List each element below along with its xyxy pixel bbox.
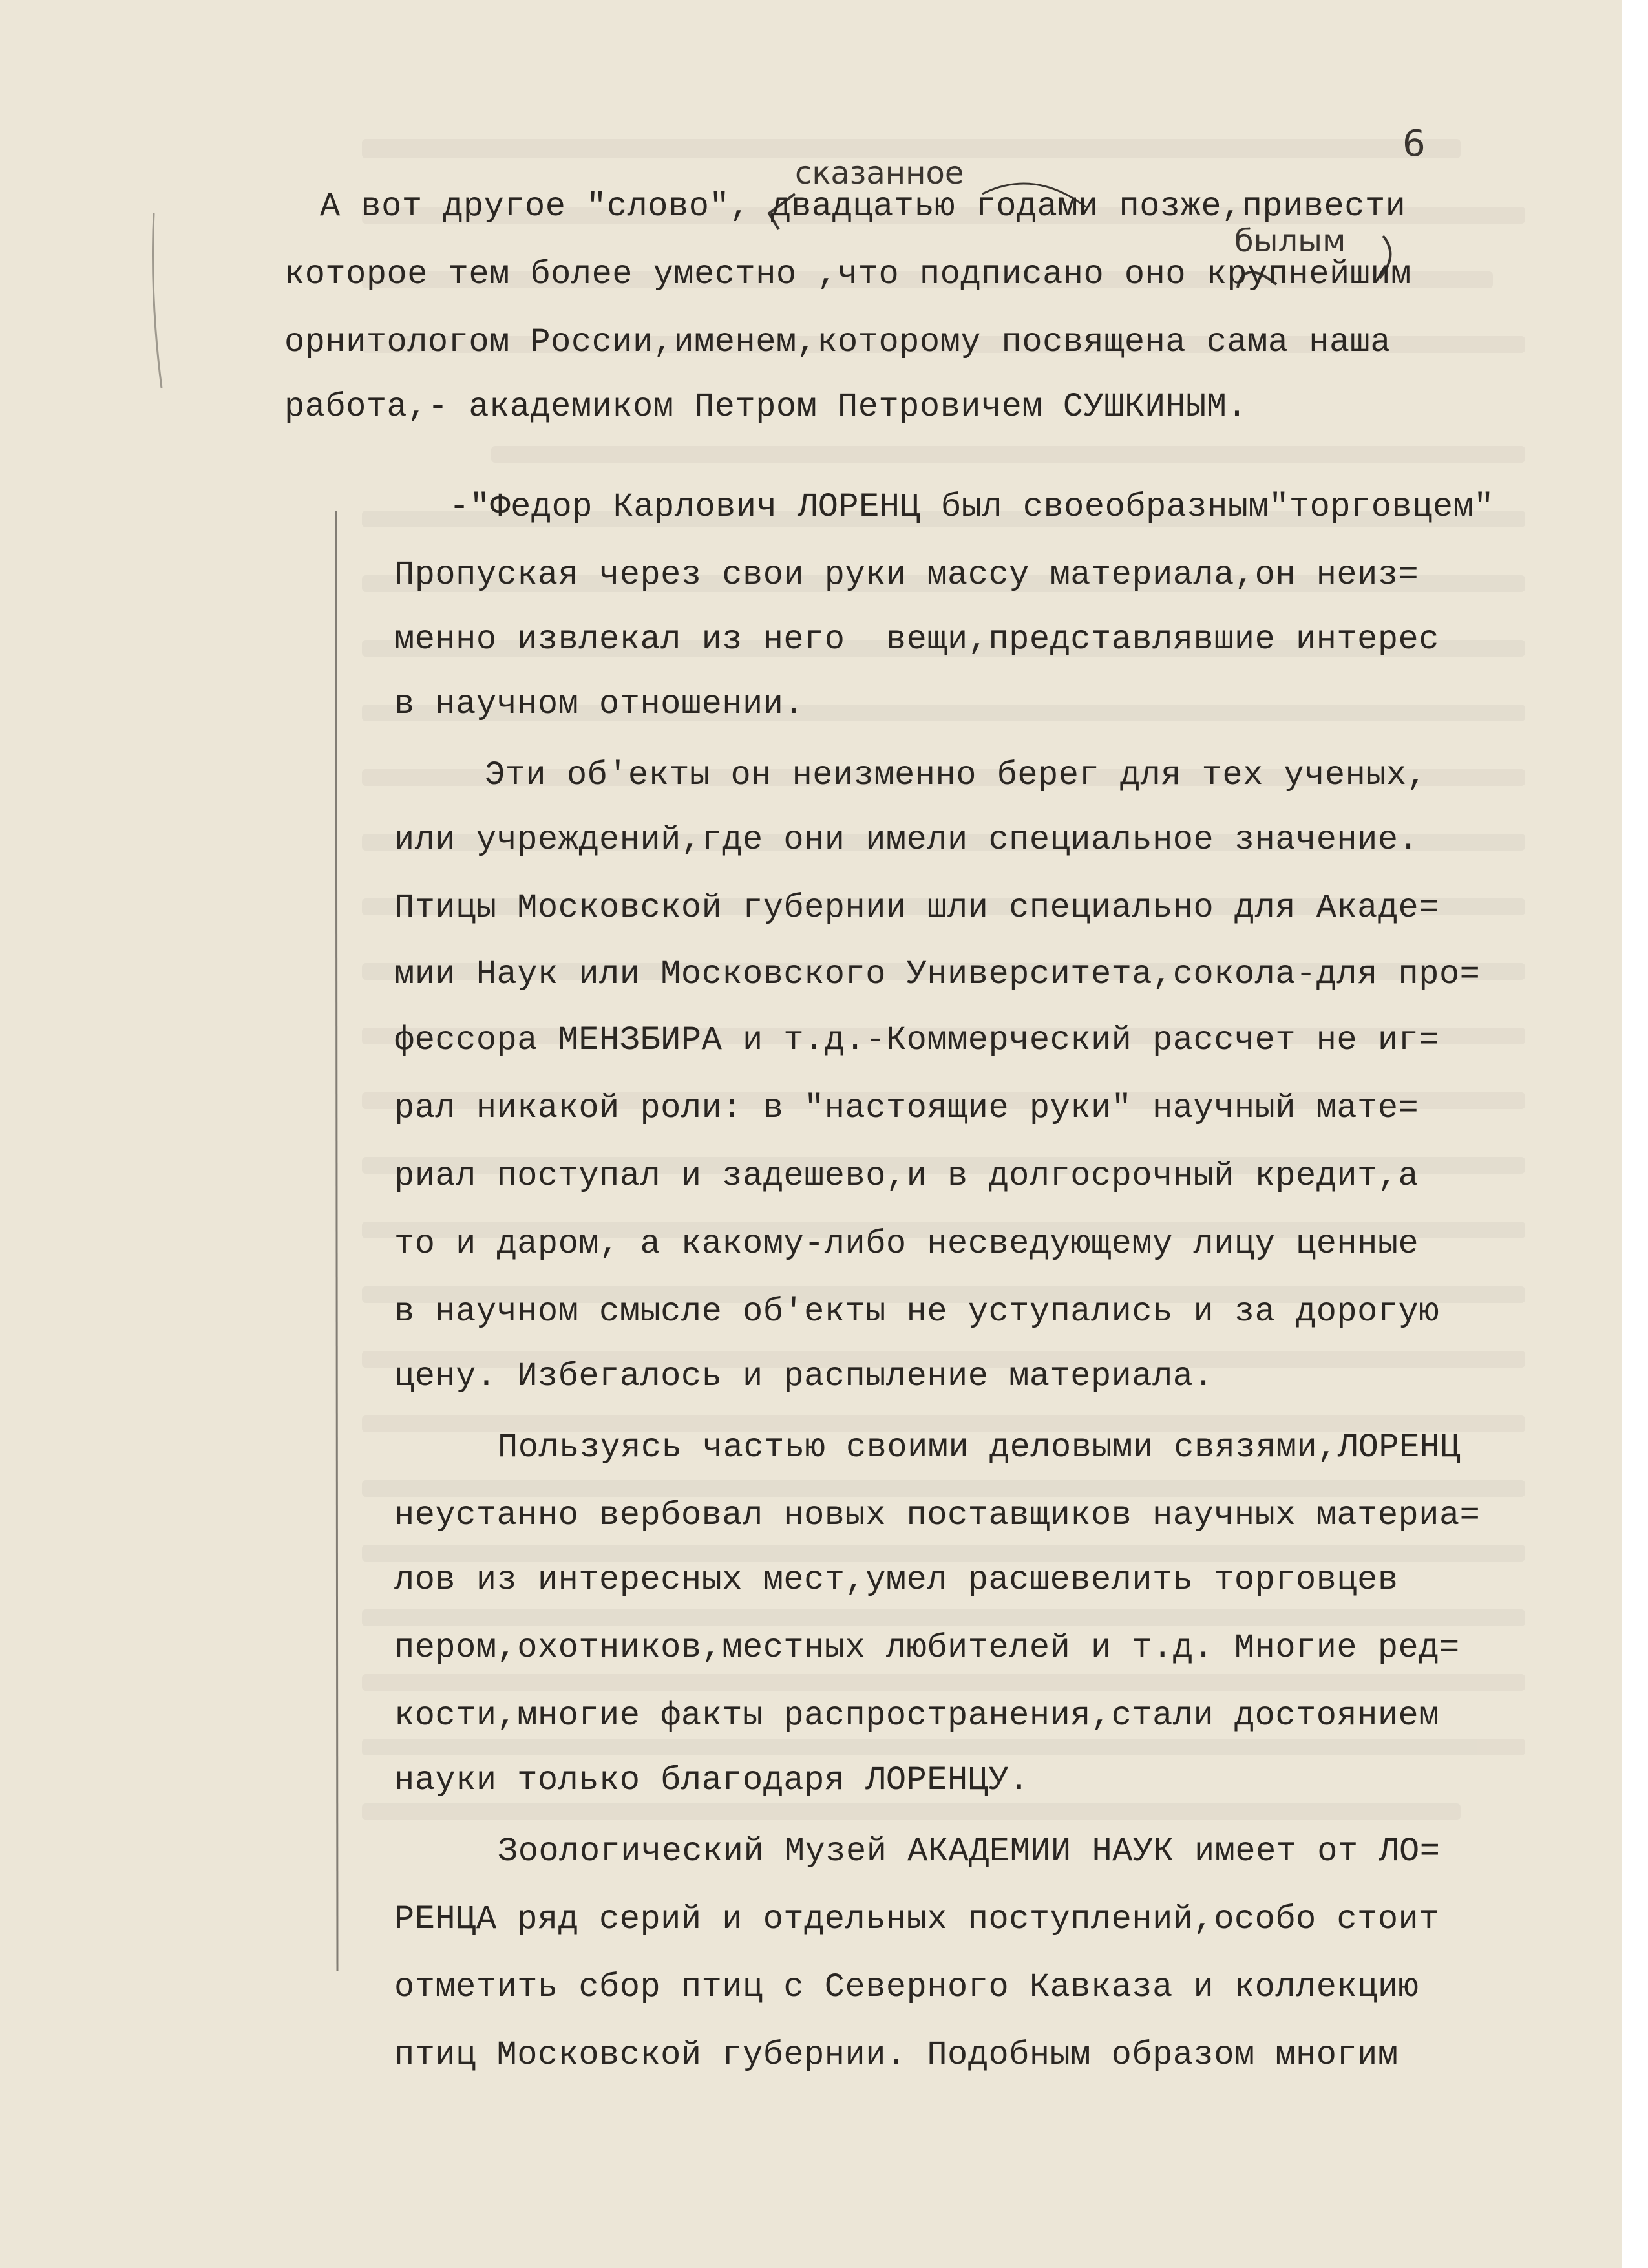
text-line-11: Птицы Московской губернии шли специально для Акаде=	[394, 889, 1439, 927]
text-line-2: которое тем более уместно ,что подписано оно крупнейшим	[284, 255, 1411, 293]
text-line-18: цену. Избегалось и распыление материала.	[394, 1357, 1214, 1395]
text-line-16: то и даром, а какому-либо несведующему лицу ценные	[394, 1225, 1419, 1263]
text-line-10: или учреждений,где они имели специальное значение.	[394, 821, 1419, 859]
text-line-23: кости,многие факты распространения,стали достоянием	[394, 1697, 1439, 1735]
text-line-28: птиц Московской губернии. Подобным образом многим	[394, 2036, 1399, 2074]
text-line-13: фессора МЕНЗБИРА и т.д.-Коммерческий рассчет не иг=	[394, 1021, 1439, 1059]
text-line-15: риал поступал и задешево,и в долгосрочный кредит,а	[394, 1157, 1419, 1195]
text-line-26: РЕНЦА ряд серий и отдельных поступлений,особо стоит	[394, 1900, 1439, 1938]
text-line-5: -"Федор Карлович ЛОРЕНЦ был своеобразным"торговцем"	[449, 488, 1494, 526]
text-line-1: А вот другое "слово", двадцатью годами позже,привести	[320, 187, 1406, 226]
text-line-27: отметить сбор птиц с Северного Кавказа и коллекцию	[394, 1968, 1419, 2006]
handwritten-insertion-bylym: былым	[1234, 223, 1346, 259]
text-line-3: орнитологом России,именем,которому посвящена сама наша	[284, 323, 1391, 361]
handwritten-insertion-skazannoe: сказанное	[795, 155, 964, 191]
text-line-19: Пользуясь частью своими деловыми связями,ЛОРЕНЦ	[498, 1428, 1461, 1467]
text-line-20: неустанно вербовал новых поставщиков научных материа=	[394, 1496, 1481, 1534]
text-line-14: рал никакой роли: в "настоящие руки" научный мате=	[394, 1089, 1419, 1127]
text-line-9: Эти об'екты он неизменно берег для тех ученых,	[485, 756, 1428, 794]
text-line-4: работа,- академиком Петром Петровичем СУШКИНЫМ.	[284, 388, 1248, 426]
scan-margin	[1622, 0, 1648, 2268]
text-line-21: лов из интересных мест,умел расшевелить торговцев	[394, 1561, 1399, 1599]
text-line-17: в научном смысле об'екты не уступались и за дорогую	[394, 1293, 1439, 1331]
text-line-8: в научном отношении.	[394, 685, 805, 723]
page-number: 6	[1402, 123, 1426, 165]
text-line-24: науки только благодаря ЛОРЕНЦУ.	[394, 1761, 1030, 1799]
text-line-7: менно извлекал из него вещи,представлявшие интерес	[394, 620, 1439, 659]
text-line-22: пером,охотников,местных любителей и т.д. Многие ред=	[394, 1629, 1460, 1667]
text-line-25: Зоологический Музей АКАДЕМИИ НАУК имеет от ЛО=	[498, 1832, 1441, 1871]
text-line-6: Пропуская через свои руки массу материала,он неиз=	[394, 556, 1419, 594]
text-line-12: мии Наук или Московского Университета,сокола-для про=	[394, 955, 1481, 993]
